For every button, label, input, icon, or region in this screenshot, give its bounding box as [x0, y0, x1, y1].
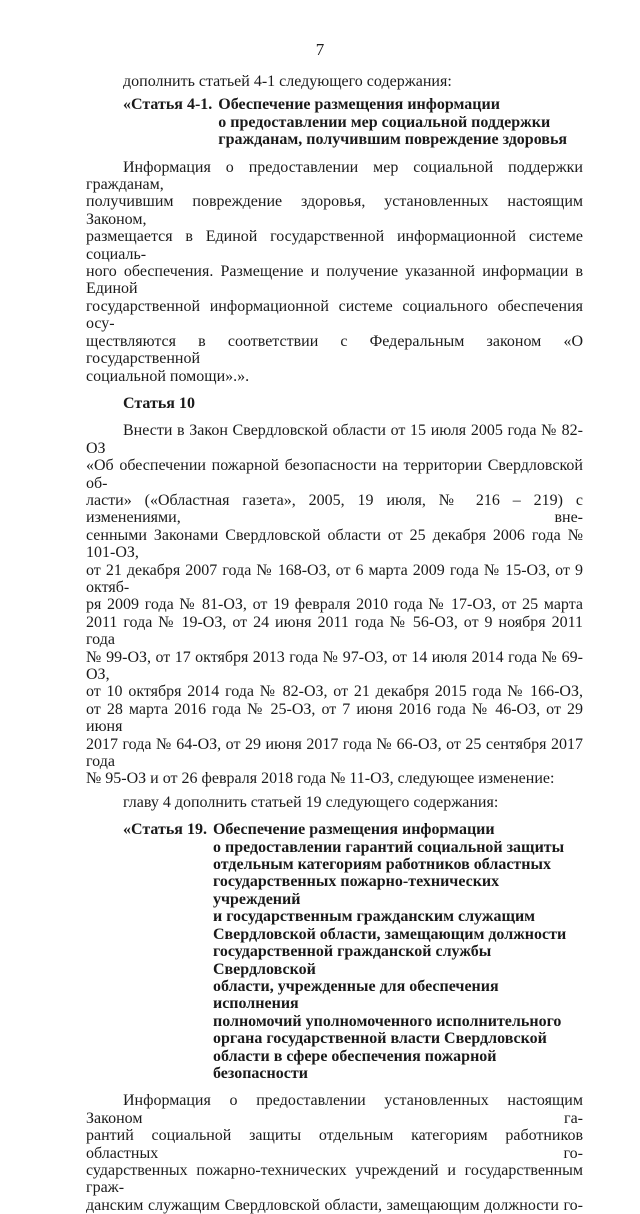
article-19-title-line: Свердловской области, замещающим должности — [212, 925, 567, 943]
article-4-1-title-line: о предоставлении мер социальной поддержки — [218, 113, 551, 131]
paragraph-line: сенными Законами Свердловской области от 25 декабря 2006 года № 101-ОЗ, — [86, 526, 583, 562]
paragraph-line: 2017 года № 64-ОЗ, от 29 июня 2017 года № 66-ОЗ, от 25 сентября 2017 года — [86, 735, 583, 771]
article-19-title-line: государственной гражданской службы Свердловской — [212, 943, 492, 978]
article-4-1-prefix: «Статья 4-1. — [123, 96, 213, 114]
article-10-paragraph — [86, 422, 583, 788]
article-10-title: Статья 10 — [123, 394, 195, 412]
paragraph-line: Информация о предоставлении мер социальной поддержки гражданам, — [86, 158, 583, 194]
article-19-title-line: области в сфере обеспечения пожарной безопасности — [212, 1047, 497, 1082]
article-4-1-heading — [86, 96, 583, 148]
chapter-line: главу 4 дополнить статьей 19 следующего содержания: — [123, 793, 499, 811]
paragraph-line: размещается в Единой государственной информационной системе социаль- — [86, 228, 583, 263]
article-4-1-paragraph — [86, 159, 583, 385]
paragraph-line: ществляются в соответствии с Федеральным законом «О государственной — [86, 332, 583, 368]
article-19-heading — [86, 821, 583, 1082]
page-number: 7 — [315, 40, 325, 59]
article-19-prefix: «Статья 19. — [123, 821, 207, 839]
paragraph-line: ласти» («Областная газета», 2005, 19 июля, № 216 – 219) с изменениями, вне- — [86, 491, 583, 527]
paragraph-line: получившим повреждение здоровья, установленных настоящим Законом, — [86, 193, 583, 228]
paragraph-line: ря 2009 года № 81-ОЗ, от 19 февраля 2010 года № 17-ОЗ, от 25 марта — [86, 596, 583, 614]
article-19-title-line: о предоставлении гарантий социальной защиты — [212, 838, 565, 856]
paragraph-line: государственной информационной системе социального обеспечения осу- — [86, 297, 583, 333]
paragraph-line: № 99-ОЗ, от 17 октября 2013 года № 97-ОЗ, от 14 июля 2014 года № 69-ОЗ, — [86, 648, 583, 683]
paragraph-line: № 95-ОЗ и от 26 февраля 2018 года № 11-ОЗ, следующее изменение: — [86, 770, 555, 788]
paragraph-line: ного обеспечения. Размещение и получение указанной информации в Единой — [86, 263, 583, 298]
intro-line: дополнить статьей 4-1 следующего содержания: — [123, 73, 452, 90]
article-4-1-title-line: гражданам, получившим повреждение здоровья — [218, 131, 568, 149]
paragraph-line: сударственных пожарно-технических учреждений и государственным граж- — [86, 1161, 583, 1197]
paragraph-line: от 21 декабря 2007 года № 168-ОЗ, от 6 марта 2009 года № 15-ОЗ, от 9 октяб- — [86, 561, 583, 596]
paragraph-line: Внести в Закон Свердловской области от 15 июля 2005 года № 82-ОЗ — [86, 422, 583, 457]
paragraph-line: от 28 марта 2016 года № 25-ОЗ, от 7 июня 2016 года № 46-ОЗ, от 29 июня — [86, 700, 583, 736]
paragraph-line: от 10 октября 2014 года № 82-ОЗ, от 21 декабря 2015 года № 166-ОЗ, — [86, 683, 583, 701]
article-19-title-line: области, учрежденные для обеспечения исполнения — [212, 977, 499, 1013]
article-19-title-line: полномочий уполномоченного исполнительного — [212, 1012, 562, 1030]
paragraph-line: данским служащим Свердловской области, замещающим должности го- — [86, 1196, 583, 1214]
paragraph-line: «Об обеспечении пожарной безопасности на территории Свердловской об- — [86, 457, 583, 492]
document-body — [86, 73, 583, 1214]
paragraph-line: Информация о предоставлении установленных настоящим Законом га- — [86, 1092, 583, 1127]
article-19-title-line: органа государственной власти Свердловской — [212, 1030, 547, 1048]
paragraph-line: рантий социальной защиты отдельным категориям работников областных го- — [86, 1127, 583, 1162]
article-19-title-line: государственных пожарно-технических учреждений — [212, 873, 500, 908]
article-4-1-title-line: Обеспечение размещения информации — [218, 96, 500, 114]
article-19-paragraph — [86, 1092, 583, 1214]
paragraph-line: социальной помощи».». — [86, 367, 250, 385]
article-19-title-line: и государственным гражданским служащим — [212, 908, 536, 926]
paragraph-line: 2011 года № 19-ОЗ, от 24 июня 2011 года № 56-ОЗ, от 9 ноября 2011 года — [86, 613, 583, 649]
article-19-title-line: отдельным категориям работников областных — [212, 856, 551, 874]
article-19-title-line: Обеспечение размещения информации — [212, 821, 495, 839]
